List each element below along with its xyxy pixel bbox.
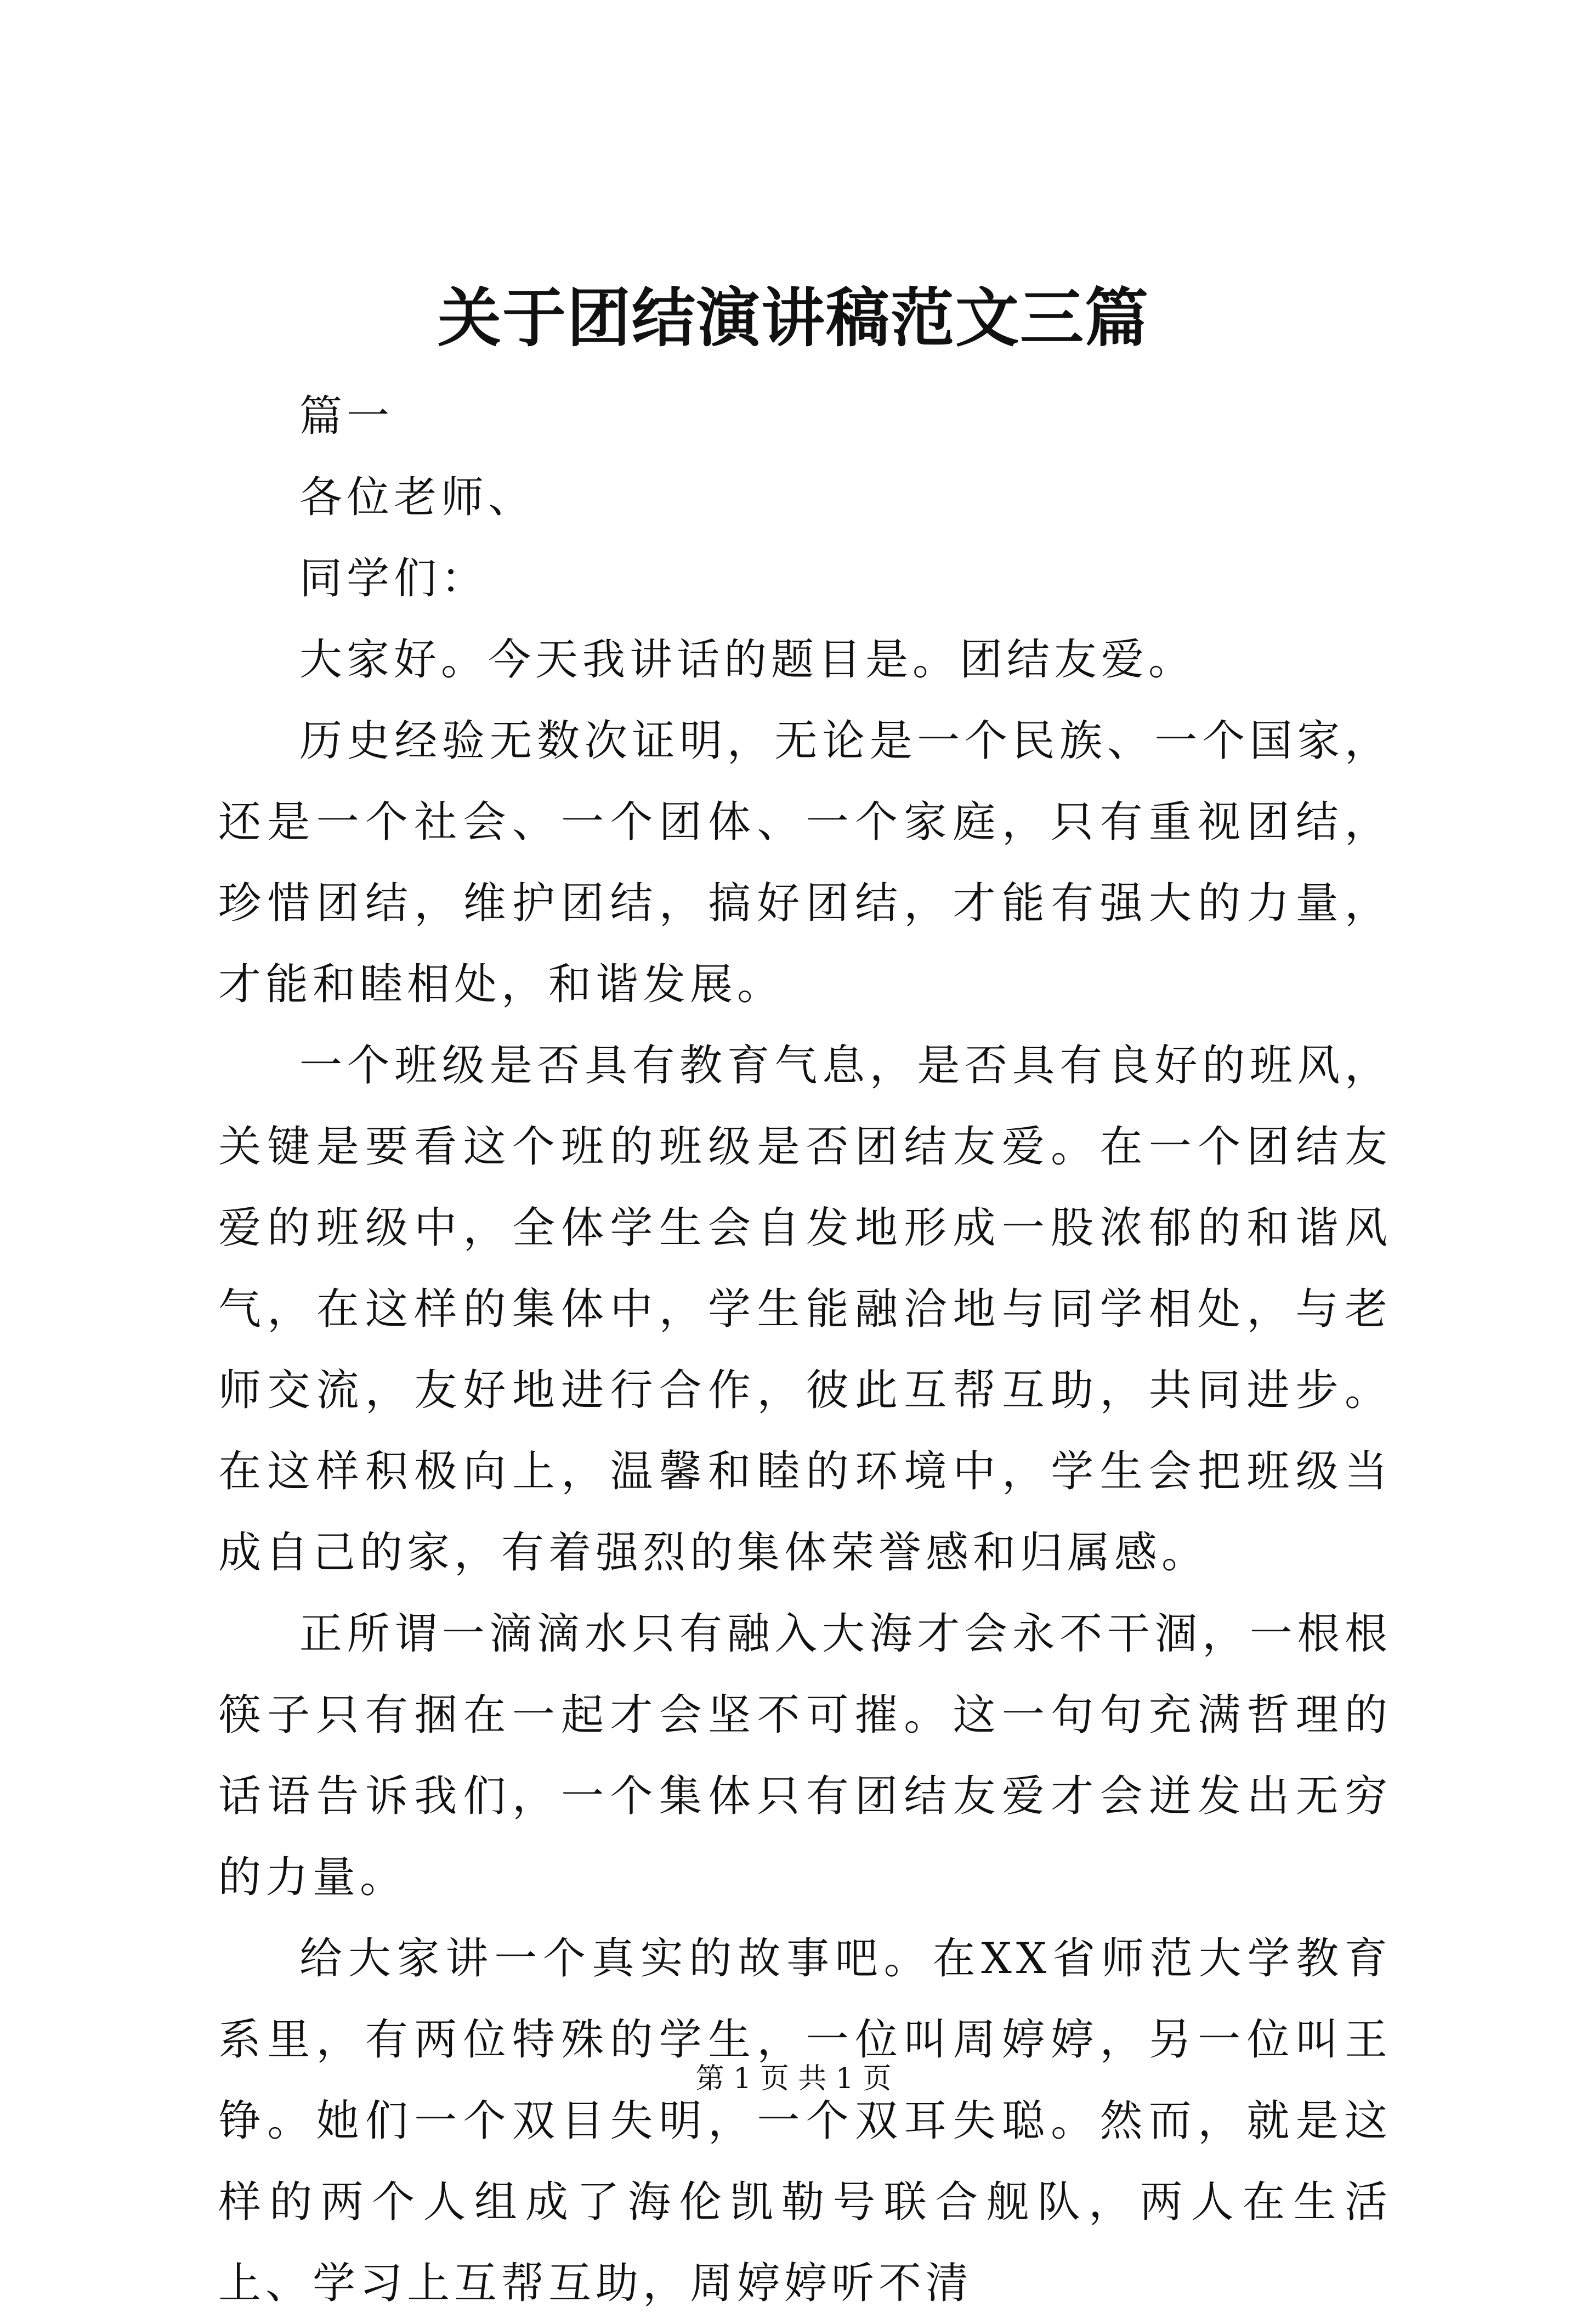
page-footer: 第 1 页 共 1 页 <box>695 2062 892 2095</box>
paragraph-1: 大家好。今天我讲话的题目是。团结友爱。 <box>299 635 1196 685</box>
salutation-line-2: 同学们： <box>299 554 489 603</box>
paragraph-4: 正所谓一滴滴水只有融入大海才会永不干涸，一根根筷子只有捆在一起才会坚不可摧。这一句句充满哲理的话语告诉我们，一个集体只有团结友爱才会迸发出无穷的力量。 <box>218 1609 1392 1902</box>
paragraph-5: 给大家讲一个真实的故事吧。在XX省师范大学教育系里，有两位特殊的学生，一位叫周婷婷，另一位叫王铮。她们一个双目失明，一个双耳失聪。然而，就是这样的两个人组成了海伦凯勒号联合舰队，两人在生活上、学习上互帮互助，周婷婷听不清 <box>218 1934 1392 2308</box>
document-body <box>218 376 1392 2324</box>
salutation-line-1: 各位老师、 <box>299 473 536 522</box>
paragraph-3: 一个班级是否具有教育气息，是否具有良好的班风，关键是要看这个班的班级是否团结友爱。在一个团结友爱的班级中，全体学生会自发地形成一股浓郁的和谐风气，在这样的集体中，学生能融洽地与同学相处，与老师交流，友好地进行合作，彼此互帮互助，共同进步。在这样积极向上，温馨和睦的环境中，学生会把班级当成自己的家，有着强烈的集体荣誉感和归属感。 <box>218 1041 1392 1577</box>
section-label: 篇一 <box>299 392 394 441</box>
paragraph-2: 历史经验无数次证明，无论是一个民族、一个国家，还是一个社会、一个团体、一个家庭，只有重视团结，珍惜团结，维护团结，搞好团结，才能有强大的力量，才能和睦相处，和谐发展。 <box>218 716 1392 1009</box>
document-title: 关于团结演讲稿范文三篇 <box>438 281 1149 355</box>
